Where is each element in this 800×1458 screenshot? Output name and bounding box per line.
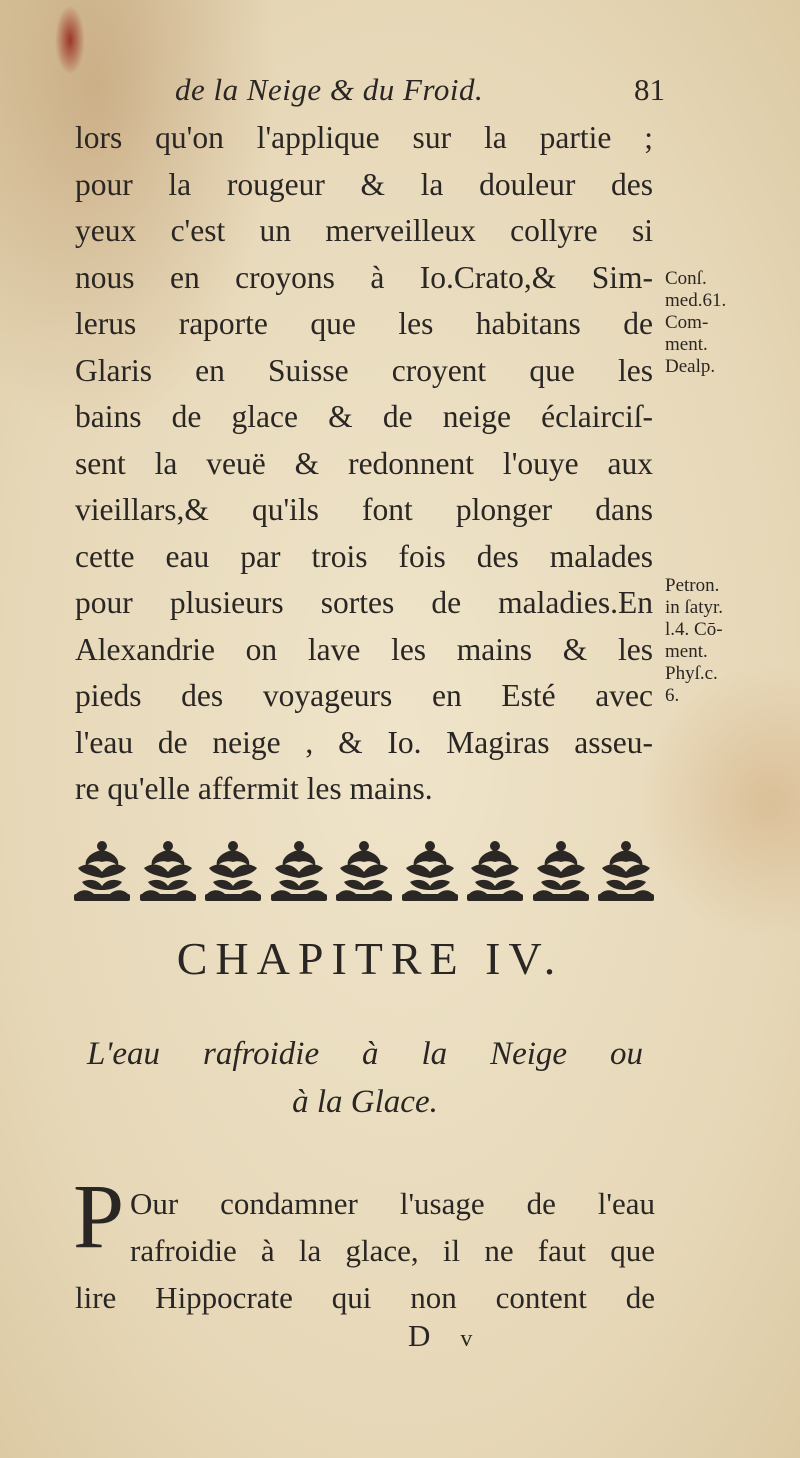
fleuron-ornament <box>334 838 394 904</box>
printers-ornament-band <box>72 838 656 908</box>
signature-number: v <box>460 1326 473 1352</box>
text-line: cette eau par trois fois des malades <box>75 538 653 574</box>
text-line: rafroidie à la glace, il ne faut que <box>130 1233 655 1268</box>
signature-mark <box>408 1318 472 1354</box>
text-line: lors qu'on l'applique sur la partie ; <box>75 120 653 155</box>
text-line: bains de glace & de neige éclairciſ- <box>75 399 653 434</box>
marginal-line: Com- <box>665 312 709 333</box>
text-line: pieds des voyageurs en Esté avec <box>75 678 653 713</box>
fleuron-ornament <box>203 838 263 904</box>
marginal-line: in ſatyr. <box>665 597 724 618</box>
text-line: Glaris en Suisse croyent que les <box>75 352 653 388</box>
subtitle-line: à la Glace. <box>292 1084 438 1120</box>
subtitle-line: L'eau rafroidie à la Neige ou <box>87 1036 643 1072</box>
fleuron-ornament <box>465 838 525 904</box>
marginal-note-1 <box>665 268 785 378</box>
text-line: nous en croyons à Io.Crato,& Sim- <box>75 259 653 295</box>
marginal-line: Phyſ.c. <box>665 663 718 684</box>
marginal-line: 6. <box>665 685 680 706</box>
text-line: yeux c'est un merveilleux collyre si <box>75 213 653 248</box>
page-header <box>175 72 665 116</box>
text-line: pour la rougeur & la douleur des <box>75 166 653 202</box>
text-line: vieillars,& qu'ils font plonger dans <box>75 492 653 527</box>
marginal-line: Petron. <box>665 575 720 596</box>
text-line: lire Hippocrate qui non content de <box>75 1280 655 1315</box>
marginal-line: l.4. Cō- <box>665 619 723 640</box>
marginal-line: Dealp. <box>665 356 716 377</box>
marginal-line: Conſ. <box>665 268 707 289</box>
text-line: re qu'elle affermit les mains. <box>75 771 433 806</box>
text-line: l'eau de neige , & Io. Magiras asseu- <box>75 724 653 760</box>
marginal-line: ment. <box>665 334 708 355</box>
chapter-subtitle <box>75 1030 655 1126</box>
fleuron-ornament <box>596 838 656 904</box>
ink-stain <box>55 5 85 75</box>
text-line: lerus raporte que les habitans de <box>75 306 653 341</box>
drop-cap: P <box>73 1165 125 1267</box>
fleuron-ornament <box>531 838 591 904</box>
fleuron-ornament <box>400 838 460 904</box>
page-number: 81 <box>634 72 665 107</box>
text-line: sent la veuë & redonnent l'ouye aux <box>75 445 653 481</box>
fleuron-ornament <box>269 838 329 904</box>
fleuron-ornament <box>138 838 198 904</box>
marginal-line: ment. <box>665 641 708 662</box>
marginal-note-2 <box>665 575 785 707</box>
text-line: pour plusieurs sortes de maladies.En <box>75 585 653 620</box>
chapter-paragraph <box>75 1180 655 1321</box>
running-title: de la Neige & du Froid. <box>175 72 484 107</box>
body-paragraph <box>75 115 653 813</box>
marginal-line: med.61. <box>665 290 727 311</box>
signature-letter: D <box>408 1318 431 1353</box>
text-line: Alexandrie on lave les mains & les <box>75 631 653 667</box>
chapter-heading: CHAPITRE IV. <box>176 933 564 984</box>
text-line: Our condamner l'usage de l'eau <box>130 1186 655 1221</box>
fleuron-ornament <box>72 838 132 904</box>
